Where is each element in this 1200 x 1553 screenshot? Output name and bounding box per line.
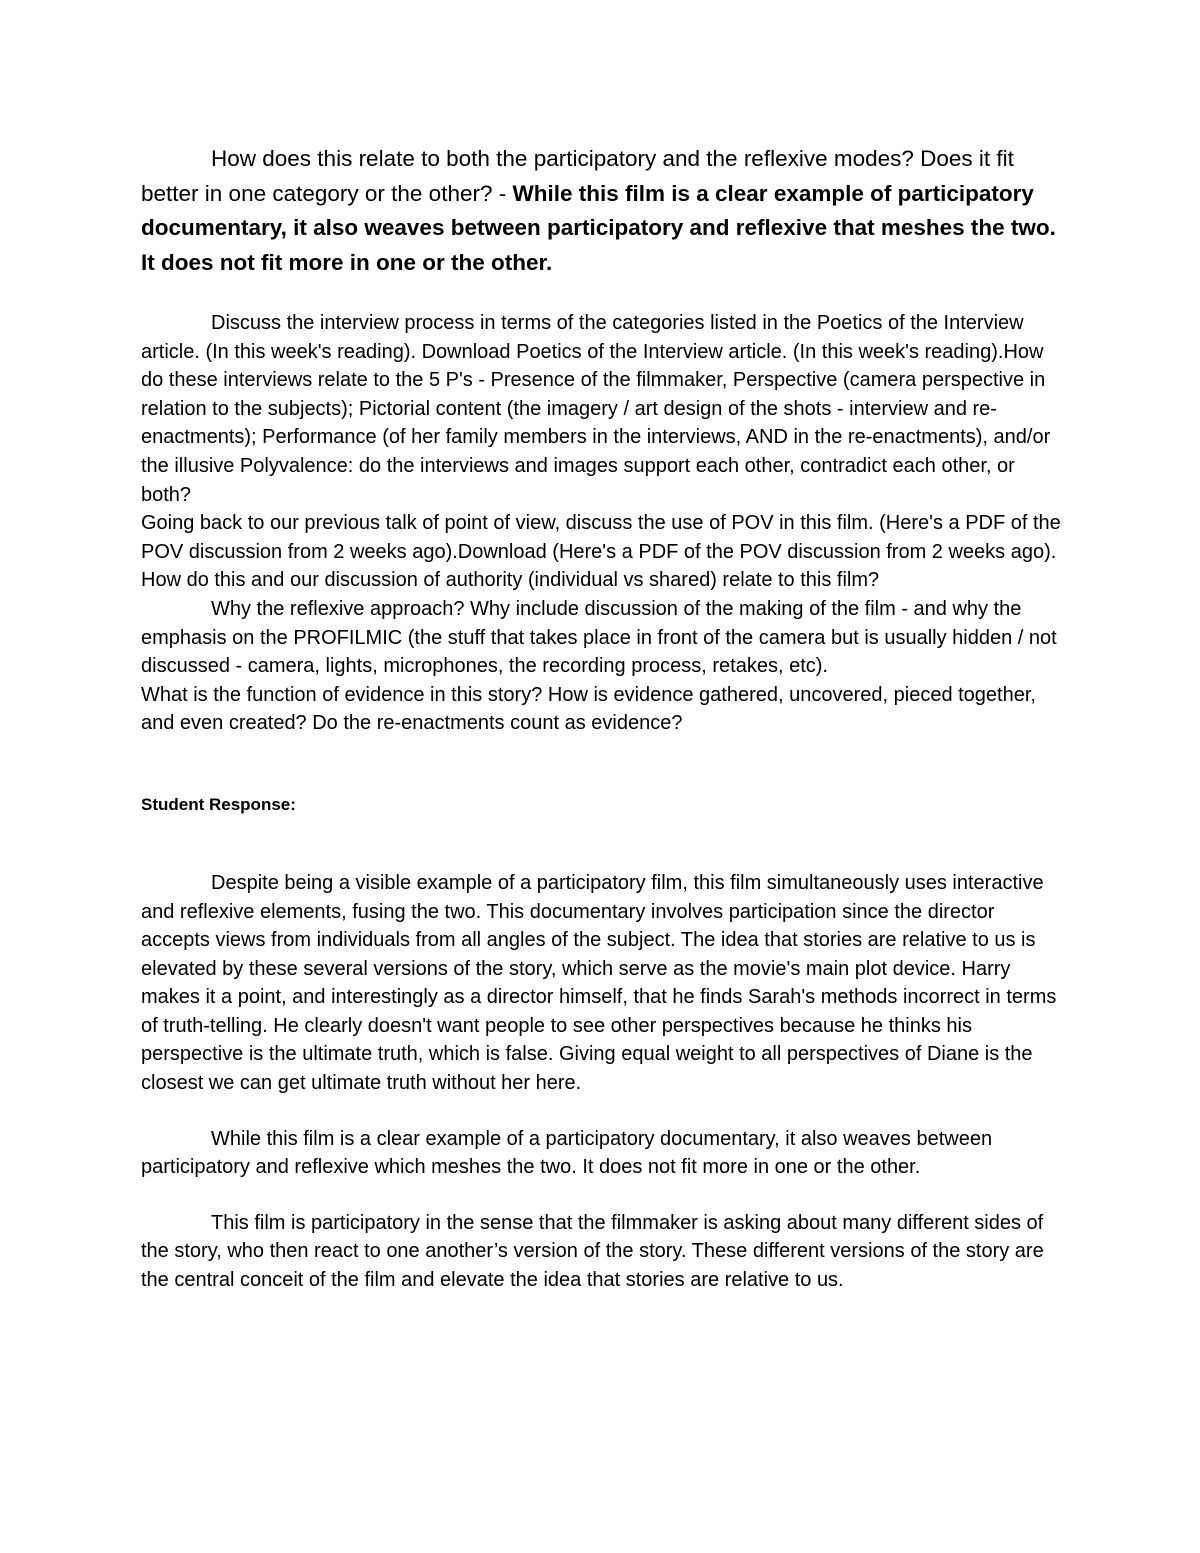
- discussion-question: [141, 142, 1063, 280]
- prompt-paragraph-reflexive: Why the reflexive approach? Why include discussion of the making of the film - and why the emphasis on the PROFILMIC (the stuff that takes place in front of the camera but is usually hidden / not discussed - camera, lights, microphones, the recording process, retakes, etc).: [141, 597, 1057, 678]
- prompt-paragraph-evidence: What is the function of evidence in this story? How is evidence gathered, uncovered, pieced together, and even created? Do the re-enactments count as evidence?: [141, 683, 1036, 735]
- question-text: How does this relate to both the participatory and the reflexive modes? Does it fit better in one category or the other? -: [141, 146, 1014, 206]
- document-page: [141, 142, 1063, 1295]
- response-paragraph: Despite being a visible example of a participatory film, this film simultaneously uses interactive and reflexive elements, fusing the two. This documentary involves participation since the director accepts views from individuals from all angles of the subject. The idea that stories are relative to us is elevated by these several versions of the story, which serve as the movie's main plot device. Harry makes it a point, and interestingly as a director himself, that he finds Sarah's methods incorrect in terms of truth-telling. He clearly doesn't want people to see other perspectives because he thinks his perspective is the ultimate truth, which is false. Giving equal weight to all perspectives of Diane is the closest we can get ultimate truth without her here.: [141, 871, 1057, 1095]
- response-paragraph: While this film is a clear example of a participatory documentary, it also weaves between participatory and reflexive which meshes the two. It does not fit more in one or the other.: [141, 1127, 993, 1179]
- prompt-paragraph-interview: Discuss the interview process in terms of the categories listed in the Poetics of the Interview article. (In this week's reading). Download Poetics of the Interview article. (In this week's reading).How do these interviews relate to the 5 P's - Presence of the filmmaker, Perspective (camera perspective in relation to the subjects); Pictorial content (the imagery / art design of the shots - interview and re-enactments); Performance (of her family members in the interviews, AND in the re-enactments), and/or the illusive Polyvalence: do the interviews and images support each other, contradict each other, or both?: [141, 312, 1051, 506]
- student-response: [141, 869, 1063, 1295]
- assignment-prompt: [141, 309, 1063, 738]
- prompt-paragraph-pov: Going back to our previous talk of point of view, discuss the use of POV in this film. (Here's a PDF of the POV discussion from 2 weeks ago).Download (Here's a PDF of the POV discussion from 2 weeks ago). How do this and our discussion of authority (individual vs shared) relate to this film?: [141, 512, 1061, 592]
- question-answer: While this film is a clear example of participatory documentary, it also weaves between participatory and reflexive that meshes the two. It does not fit more in one or the other.: [141, 180, 1056, 275]
- student-response-heading: Student Response:: [141, 794, 296, 814]
- response-paragraph: This film is participatory in the sense that the filmmaker is asking about many different sides of the story, who then react to one another’s version of the story. These different versions of the story are the central conceit of the film and elevate the idea that stories are relative to us.: [141, 1211, 1044, 1292]
